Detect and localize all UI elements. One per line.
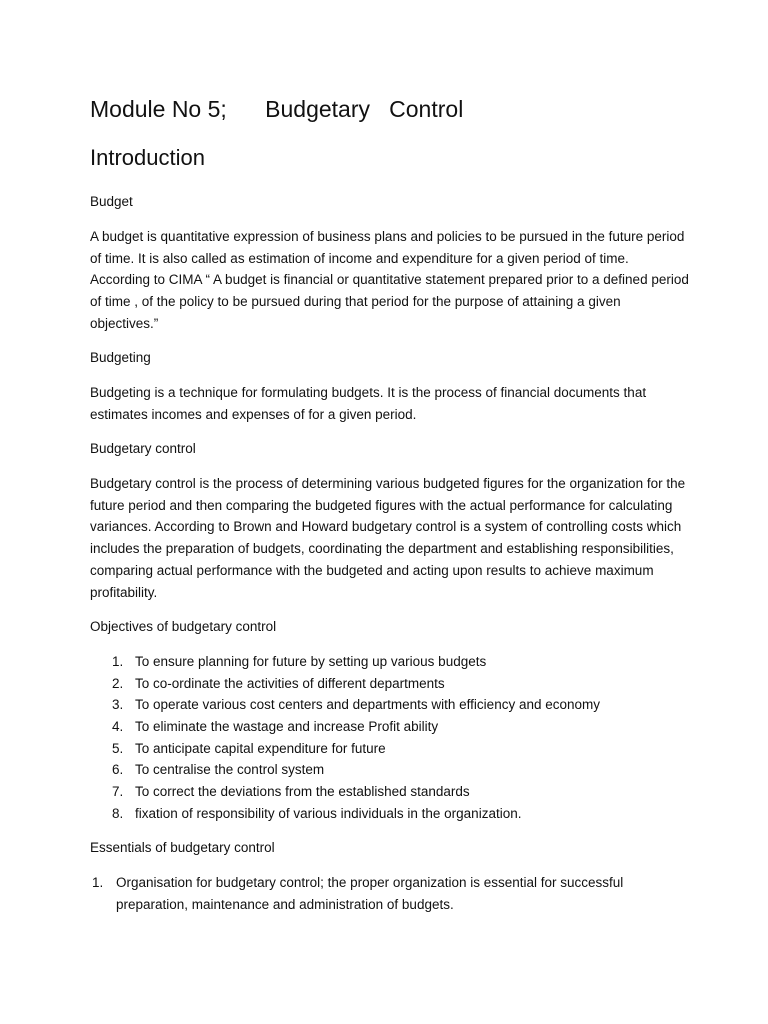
heading-essentials: Essentials of budgetary control: [90, 840, 275, 855]
list-item-number: 4.: [112, 719, 124, 735]
heading-budget: Budget: [90, 194, 133, 209]
list-item-number: 6.: [112, 762, 124, 778]
list-item-number: 1.: [112, 654, 124, 669]
list-item-text: To co-ordinate the activities of different departments: [135, 675, 445, 691]
heading-budgetary-control: Budgetary control: [90, 441, 196, 456]
section-title-introduction: Introduction: [90, 145, 205, 170]
list-item: [90, 872, 690, 915]
list-item: [90, 738, 690, 760]
list-item: [90, 673, 690, 695]
list-item: [90, 716, 690, 738]
essentials-list: [90, 872, 690, 915]
page-title: Module No 5; Budgetary Control: [90, 96, 464, 122]
paragraph-budgeting: Budgeting is a technique for formulating budgets. It is the process of financial documents that estimates incomes and expenses of for a given period.: [90, 385, 647, 422]
list-item-number: 3.: [112, 697, 124, 713]
list-item-text: Organisation for budgetary control; the proper organization is essential for successful preparation, maintenance and administration of budgets.: [116, 875, 624, 912]
list-item: [90, 781, 690, 803]
list-item-text: To ensure planning for future by setting up various budgets: [135, 654, 487, 669]
list-item: [90, 694, 690, 716]
list-item-text: To anticipate capital expenditure for future: [135, 740, 386, 756]
list-item-number: 7.: [112, 784, 124, 800]
list-item: [90, 651, 690, 673]
paragraph-budget: A budget is quantitative expression of business plans and policies to be pursued in the future period of time. It is also called as estimation of income and expenditure for a given period of time. According to CIMA “ A budget is financial or quantitative statement prepared prior to a defined period of time , of the policy to be pursued during that period for the purpose of attaining a given objectives.”: [90, 229, 689, 331]
objectives-list: [90, 651, 690, 825]
list-item-text: To correct the deviations from the established standards: [135, 784, 470, 800]
list-item: [90, 803, 690, 825]
list-item-text: To operate various cost centers and departments with efficiency and economy: [135, 697, 601, 713]
list-item-number: 8.: [112, 805, 124, 821]
list-item-text: fixation of responsibility of various individuals in the organization.: [135, 805, 522, 821]
list-item-number: 5.: [112, 740, 124, 756]
paragraph-budgetary-control: Budgetary control is the process of determining various budgeted figures for the organization for the future period and then comparing the budgeted figures with the actual performance for calculating variances. According to Brown and Howard budgetary control is a system of controlling costs which includes the preparation of budgets, coordinating the department and establishing responsibilities, comparing actual performance with the budgeted and acting upon results to achieve maximum profitability.: [90, 476, 686, 600]
heading-budgeting: Budgeting: [90, 350, 151, 365]
list-item-text: To eliminate the wastage and increase Profit ability: [135, 719, 439, 735]
list-item-number: 1.: [92, 875, 104, 890]
heading-objectives: Objectives of budgetary control: [90, 619, 277, 634]
list-item-text: To centralise the control system: [135, 762, 325, 778]
list-item-number: 2.: [112, 675, 124, 691]
list-item: [90, 759, 690, 781]
